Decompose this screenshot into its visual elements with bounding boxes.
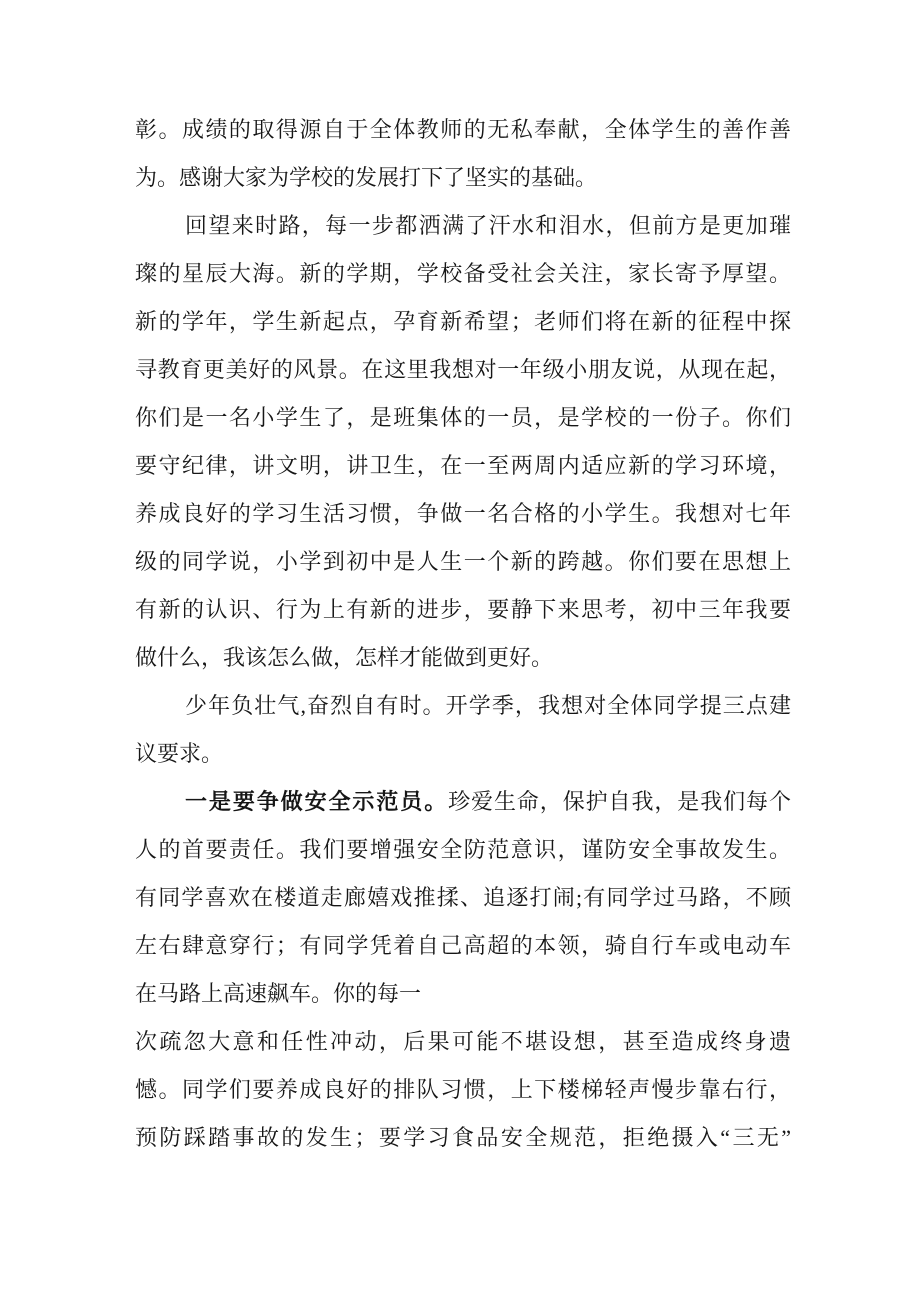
text-run: 少年负壮气,奋烈自有时。开学季，我想对全体同学提三点建: [185, 693, 791, 718]
text-run: 寻教育更美好的风景。在这里我想对一年级小朋友说，从现在起，: [135, 357, 791, 382]
text-line: [135, 490, 791, 538]
text-line: [135, 1066, 791, 1114]
text-run: 次疏忽大意和任性冲动，后果可能不堪设想，甚至造成终身遗: [135, 1029, 791, 1054]
text-run: 议要求。: [135, 741, 224, 766]
text-line: [135, 154, 791, 202]
text-line: [135, 202, 791, 250]
text-run: 璨的星辰大海。新的学期，学校备受社会关注，家长寄予厚望。: [135, 261, 791, 286]
text-line: [135, 922, 791, 970]
text-run: 做什么，我该怎么做，怎样才能做到更好。: [135, 645, 554, 670]
text-line: [135, 538, 791, 586]
text-line: [135, 394, 791, 442]
text-line: [135, 442, 791, 490]
text-run: 你们是一名小学生了，是班集体的一员，是学校的一份子。你们: [135, 405, 791, 430]
text-run: 要守纪律，讲文明，讲卫生，在一至两周内适应新的学习环境，: [135, 453, 791, 478]
text-line: [135, 970, 791, 1018]
text-run: 为。感谢大家为学校的发展打下了坚实的基础。: [135, 165, 598, 190]
text-run: 在马路上高速飙车。你的每一: [135, 981, 422, 1006]
text-line: [135, 730, 791, 778]
text-line: [135, 874, 791, 922]
text-run: 级的同学说，小学到初中是人生一个新的跨越。你们要在思想上: [135, 549, 791, 574]
text-run: 人的首要责任。我们要增强安全防范意识，谨防安全事故发生。: [135, 837, 791, 862]
text-run: 回望来时路，每一步都洒满了汗水和泪水，但前方是更加璀: [185, 213, 791, 238]
text-line: [135, 1114, 791, 1162]
text-line: [135, 1018, 791, 1066]
text-run: 有新的认识、行为上有新的进步，要静下来思考，初中三年我要: [135, 597, 791, 622]
text-line: [135, 826, 791, 874]
text-line: [135, 682, 791, 730]
text-run: 彰。成绩的取得源自于全体教师的无私奉献，全体学生的善作善: [135, 117, 791, 142]
text-line: [135, 634, 791, 682]
text-run: 有同学喜欢在楼道走廊嬉戏推揉、追逐打闹;有同学过马路，不顾: [135, 885, 791, 910]
text-run: 养成良好的学习生活习惯，争做一名合格的小学生。我想对七年: [135, 501, 791, 526]
text-line: [135, 778, 791, 826]
text-line: [135, 298, 791, 346]
text-run: 新的学年，学生新起点，孕育新希望；老师们将在新的征程中探: [135, 309, 791, 334]
text-run: 左右肆意穿行；有同学凭着自己高超的本领，骑自行车或电动车: [135, 933, 791, 958]
text-line: [135, 346, 791, 394]
text-run: 珍爱生命，保护自我，是我们每个: [448, 789, 791, 814]
text-line: [135, 586, 791, 634]
text-line: [135, 250, 791, 298]
text-line: [135, 106, 791, 154]
bold-run: 一是要争做安全示范员。: [185, 789, 449, 814]
text-run: 预防踩踏事故的发生；要学习食品安全规范，拒绝摄入“三无”: [135, 1125, 791, 1150]
document-body: [135, 106, 791, 1162]
text-run: 憾。同学们要养成良好的排队习惯，上下楼梯轻声慢步靠右行，: [135, 1077, 791, 1102]
